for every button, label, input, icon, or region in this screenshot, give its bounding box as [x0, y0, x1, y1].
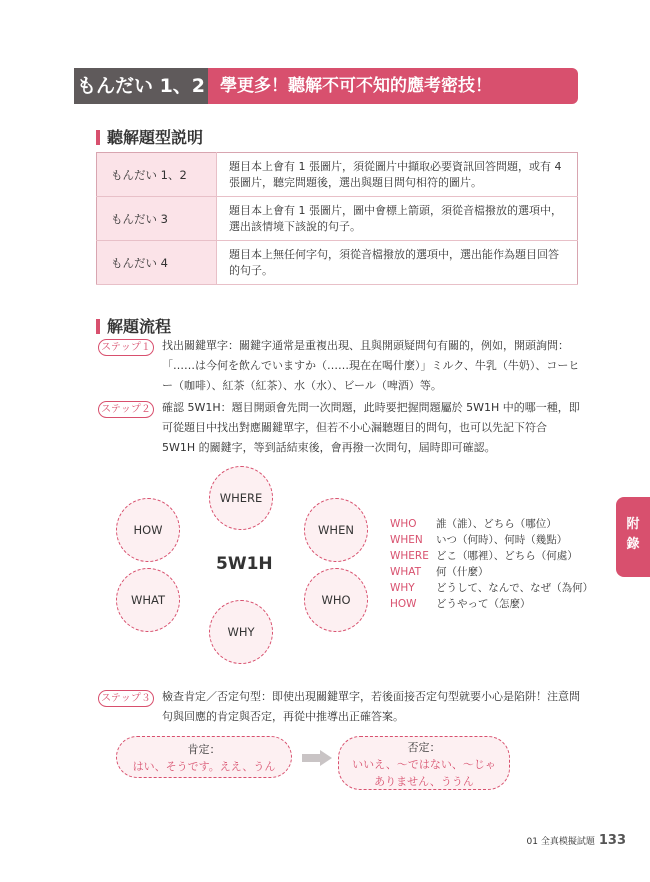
footer-chapter: 01 全真模擬試題 — [526, 837, 595, 847]
header-label: もんだい 1、2 — [74, 68, 208, 104]
list-item — [390, 596, 593, 612]
section-bar — [96, 319, 100, 334]
negative-title: 否定： — [407, 741, 441, 754]
table-key: もんだい 3 — [97, 197, 217, 241]
question-type-table — [96, 152, 578, 285]
step-2-text: 確認 5W1H：題目開頭會先問一次問題，此時要把握問題屬於 5W1H 中的哪一種，即可從題目中找出對應關鍵單字，但若不小心漏聽題目的問句，也可以先記下符合 5W1H 的關鍵字，等到話結束後，會再撥一次問句，屆時即可確認。 — [162, 401, 580, 454]
appendix-side-tab[interactable] — [616, 497, 650, 577]
wh-value: 何（什麼） — [436, 566, 489, 578]
list-item — [390, 532, 593, 548]
wh-key: WHY — [390, 582, 415, 594]
negative-pill — [338, 736, 510, 790]
table-value: 題目本上會有 1 張圖片，須從圖片中擷取必要資訊回答問題，或有 4 張圖片，聽完問題後，選出與題目問句相符的圖片。 — [217, 153, 578, 197]
circle-why: WHY — [209, 600, 273, 664]
circle-when: WHEN — [304, 498, 368, 562]
table-value: 題目本上會有 1 張圖片，圖中會標上箭頭，須從音檔撥放的選項中，選出該情境下該說的句子。 — [217, 197, 578, 241]
negative-text-line1: いいえ、～ではない、～じゃ — [352, 758, 496, 771]
step-3-badge: ステップ３ — [98, 690, 154, 707]
wh-key: WHEN — [390, 534, 423, 546]
circle-who: WHO — [304, 568, 368, 632]
page-number: 133 — [598, 833, 626, 848]
step-1-text: 找出關鍵單字：關鍵字通常是重複出現、且與開頭疑問句有關的，例如，開頭詢問：「……は今何を飲んでいますか（……現在在喝什麼）」ミルク、牛乳（牛奶）、コーヒー（咖啡）、紅茶（紅茶）、水（水）、ビール（啤酒）等。 — [162, 339, 580, 392]
side-tab-line2: 錄 — [626, 537, 640, 552]
wh-key: WHO — [390, 518, 417, 530]
affirmative-pill — [116, 736, 292, 778]
table-value: 題目本上無任何字句，須從音檔撥放的選項中，選出能作為題目回答的句子。 — [217, 241, 578, 285]
page-footer — [527, 833, 626, 848]
affirmative-title: 肯定： — [187, 743, 221, 756]
wh-value: 誰（誰）、どちら（哪位） — [436, 518, 557, 530]
wh-value: どうやって（怎麼） — [436, 598, 531, 610]
circle-where: WHERE — [209, 466, 273, 530]
step-1-badge: ステップ１ — [98, 339, 154, 356]
section-title-listening-types — [96, 125, 203, 148]
table-row — [97, 197, 578, 241]
page-title: 學更多！聽解不可不知的應考密技！ — [208, 68, 578, 104]
circle-what: WHAT — [116, 568, 180, 632]
list-item — [390, 516, 593, 532]
table-key: もんだい 1、2 — [97, 153, 217, 197]
table-row — [97, 153, 578, 197]
wh-key: HOW — [390, 598, 417, 610]
table-key: もんだい 4 — [97, 241, 217, 285]
step-2-badge: ステップ２ — [98, 401, 154, 418]
wh-key: WHAT — [390, 566, 422, 578]
side-tab-line1: 附 — [626, 517, 640, 532]
section-bar — [96, 130, 100, 145]
list-item — [390, 548, 593, 564]
wh-key: WHERE — [390, 550, 429, 562]
section-title-text: 聽解題型説明 — [107, 128, 204, 147]
wh-value: いつ（何時）、何時（幾點） — [436, 534, 568, 546]
arrow-right-icon — [302, 750, 332, 766]
affirmative-text: はい、そうです。ええ、うん — [132, 760, 276, 773]
diagram-center-label: 5W1H — [216, 554, 273, 574]
list-item — [390, 580, 593, 596]
step-3-text: 檢查肯定／否定句型：即使出現關鍵單字，若後面接否定句型就要小心是陷阱！注意問句與回應的肯定與否定，再從中推導出正確答案。 — [162, 690, 580, 723]
circle-how: HOW — [116, 498, 180, 562]
wh-list — [390, 516, 593, 612]
section-title-text: 解題流程 — [107, 317, 172, 336]
wh-value: どうして、なんで、なぜ（為何） — [436, 582, 594, 594]
negative-text-line2: ありません、ううん — [374, 775, 474, 788]
list-item — [390, 564, 593, 580]
wh-value: どこ（哪裡）、どちら（何處） — [436, 550, 578, 562]
table-row — [97, 241, 578, 285]
section-title-solving-flow — [96, 314, 171, 337]
